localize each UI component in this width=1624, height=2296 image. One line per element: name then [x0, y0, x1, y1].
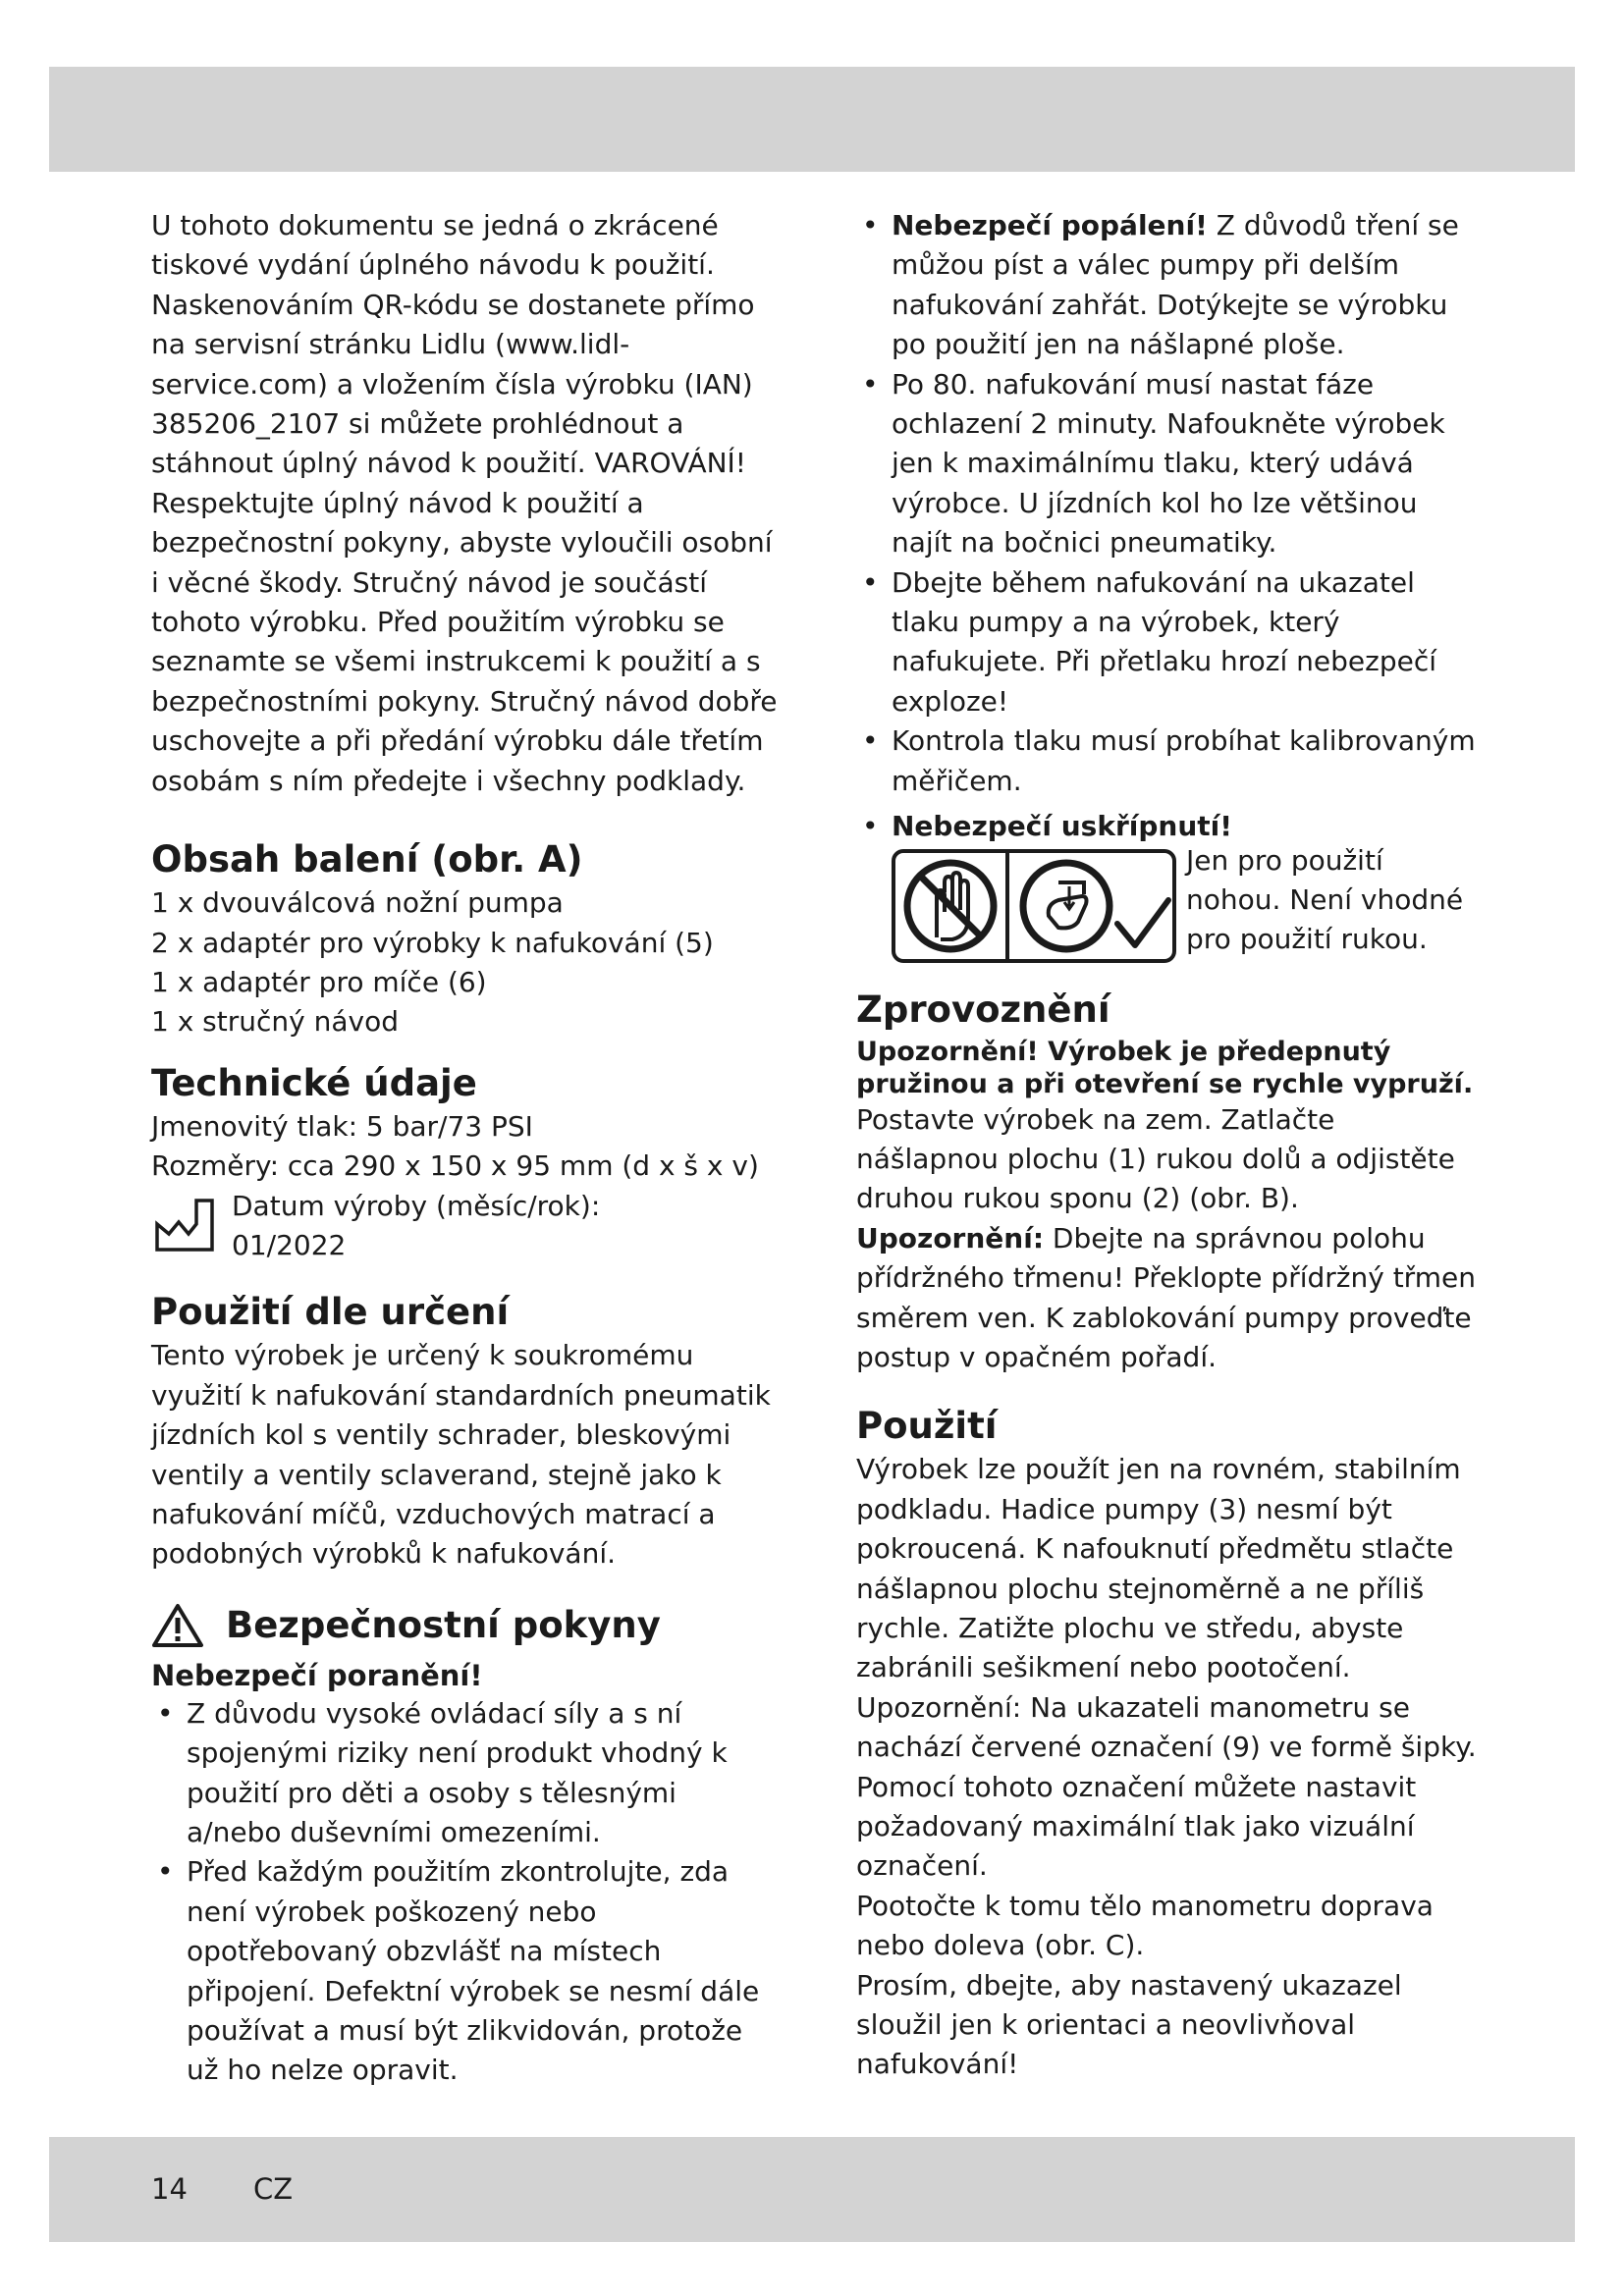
left-column: [151, 206, 780, 2091]
pinch-warning-text: Jen pro použití nohou. Není vhodné pro použití rukou.: [1186, 843, 1464, 956]
pinch-warning-bold: Nebezpečí uskřípnutí!: [892, 810, 1233, 843]
header-bar: [49, 67, 1575, 172]
intro-paragraph: U tohoto dokumentu se jedná o zkrácené tiskové vydání úplného návodu k použití. Naskenováním QR-kódu se dostanete přímo na servisní stránku Lidlu (www.lidl-service.com) a vložením čísla výrobku (IAN) 385206_2107 si můžete prohlédnout a stáhnout úplný návod k použití. VAROVÁNÍ! Respektujte úplný návod k použití a bezpečnostní pokyny, abyste vyloučili osobní i věcné škody. Stručný návod je součástí tohoto výrobku. Před použitím výrobku se seznamte se všemi instrukcemi k použití a s bezpečnostními pokyny. Stručný návod dobře uschovejte a při předání výrobku dále třetím osobám s ním předejte i všechny podklady.: [151, 209, 778, 797]
startup-note-bold: Upozornění:: [856, 1221, 1045, 1255]
list-item: • Dbejte během nafukování na ukazatel tlaku pumpy a na výrobek, který nafukujete. Při přetlaku hrozí nebezpečí exploze!: [856, 563, 1485, 722]
contents-item: 1 x dvouválcová nožní pumpa: [151, 886, 564, 920]
manufacture-date: [151, 1187, 780, 1266]
date-label: Datum výroby (měsíc/rok):: [232, 1189, 601, 1222]
startup-note-text: Dbejte na správnou polohu přídržného třmenu! Překlopte přídržný třmen směrem ven. K zablokování pumpy proveďte postup v opačném pořadí.: [856, 1221, 1476, 1373]
burn-warning-bold: Nebezpečí popálení!: [892, 209, 1208, 241]
usage-paragraph: Výrobek lze použít jen na rovném, stabilním podkladu. Hadice pumpy (3) nesmí být pokroucená. K nafouknutí předmětu stlačte nášlapnou plochu stejnoměrně a ne příliš rychle. Zatižte plochu ve středu, abyste zabránili sešikmení nebo pootočení.: [856, 1453, 1461, 1684]
burn-warning-text: Z důvodů tření se můžou píst a válec pumpy při delším nafukování zahřát. Dotýkejte se výrobku po použití jen na nášlapné ploše.: [892, 209, 1459, 361]
list-item: [856, 206, 1485, 365]
safety-subheading: Nebezpečí poranění!: [151, 1658, 483, 1692]
contents-item: 1 x stručný návod: [151, 1005, 399, 1039]
startup-text: Postavte výrobek na zem. Zatlačte nášlapnou plochu (1) rukou dolů a odjistěte druhou rukou sponu (2) (obr. B).: [856, 1102, 1455, 1215]
startup-heading: Zprovoznění: [856, 988, 1110, 1031]
list-item: • Kontrola tlaku musí probíhat kalibrovaným měřičem.: [856, 721, 1485, 801]
list-item: [856, 807, 1485, 964]
tech-pressure: Jmenovitý tlak: 5 bar/73 PSI: [151, 1109, 533, 1143]
list-item: • Před každým použitím zkontrolujte, zda není výrobek poškozený nebo opotřebovaný obzvlášť na místech připojení. Defektní výrobek se nesmí dále používat a musí být zlikvidován, protože už ho nelze opravit.: [151, 1852, 780, 2090]
intended-use-heading: Použití dle určení: [151, 1291, 510, 1334]
contents-item: 2 x adaptér pro výrobky k nafukování (5): [151, 926, 714, 959]
usage-paragraph: Prosím, dbejte, aby nastavený ukazazel sloužil jen k orientaci a neovlivňoval nafukování!: [856, 1968, 1402, 2081]
list-item: • Po 80. nafukování musí nastat fáze ochlazení 2 minuty. Nafoukněte výrobek jen k maximálnímu tlaku, který udává výrobce. U jízdních kol ho lze většinou najít na bočnici pneumatiky.: [856, 365, 1485, 563]
startup-note: [856, 1219, 1485, 1378]
usage-paragraph: Pootočte k tomu tělo manometru doprava nebo doleva (obr. C).: [856, 1889, 1434, 1962]
safety-list-continued: [856, 206, 1485, 965]
usage-heading: Použití: [856, 1405, 998, 1448]
safety-heading: Bezpečnostní pokyny: [226, 1603, 661, 1646]
tech-dimensions: Rozměry: cca 290 x 150 x 95 mm (d x š x v): [151, 1149, 759, 1183]
language-code: CZ: [253, 2172, 294, 2206]
safety-heading-row: [151, 1602, 780, 1649]
no-hand-foot-only-icon: [892, 847, 1176, 965]
usage-paragraph: Upozornění: Na ukazateli manometru se nachází červené označení (9) ve formě šipky. Pomocí tohoto označení můžete nastavit požadovaný maximální tlak jako vizuální označení.: [856, 1690, 1477, 1883]
pinch-warning-row: [892, 843, 1485, 965]
safety-list: [151, 1694, 780, 2091]
warning-triangle-icon: [151, 1602, 204, 1649]
contents-item: 1 x adaptér pro míče (6): [151, 965, 487, 998]
tech-heading: Technické údaje: [151, 1061, 477, 1104]
page-number: 14: [151, 2172, 188, 2206]
contents-heading: Obsah balení (obr. A): [151, 838, 583, 881]
date-value: 01/2022: [232, 1228, 347, 1261]
intended-use-text: Tento výrobek je určený k soukromému využití k nafukování standardních pneumatik jízdních kol s ventily schrader, bleskovými ventily a ventily sclaverand, stejně jako k nafukování míčů, vzduchových matrací a podobných výrobků k nafukování.: [151, 1339, 771, 1571]
list-item: • Z důvodu vysoké ovládací síly a s ní spojenými riziky není produkt vhodný k použití pro děti a osoby s tělesnými a/nebo duševními omezeními.: [151, 1694, 780, 1853]
startup-warning: Upozornění! Výrobek je předepnutý pružinou a při otevření se rychle vypruží.: [856, 1036, 1474, 1099]
right-column: [856, 206, 1485, 2085]
manufacture-date-icon: [153, 1195, 218, 1255]
